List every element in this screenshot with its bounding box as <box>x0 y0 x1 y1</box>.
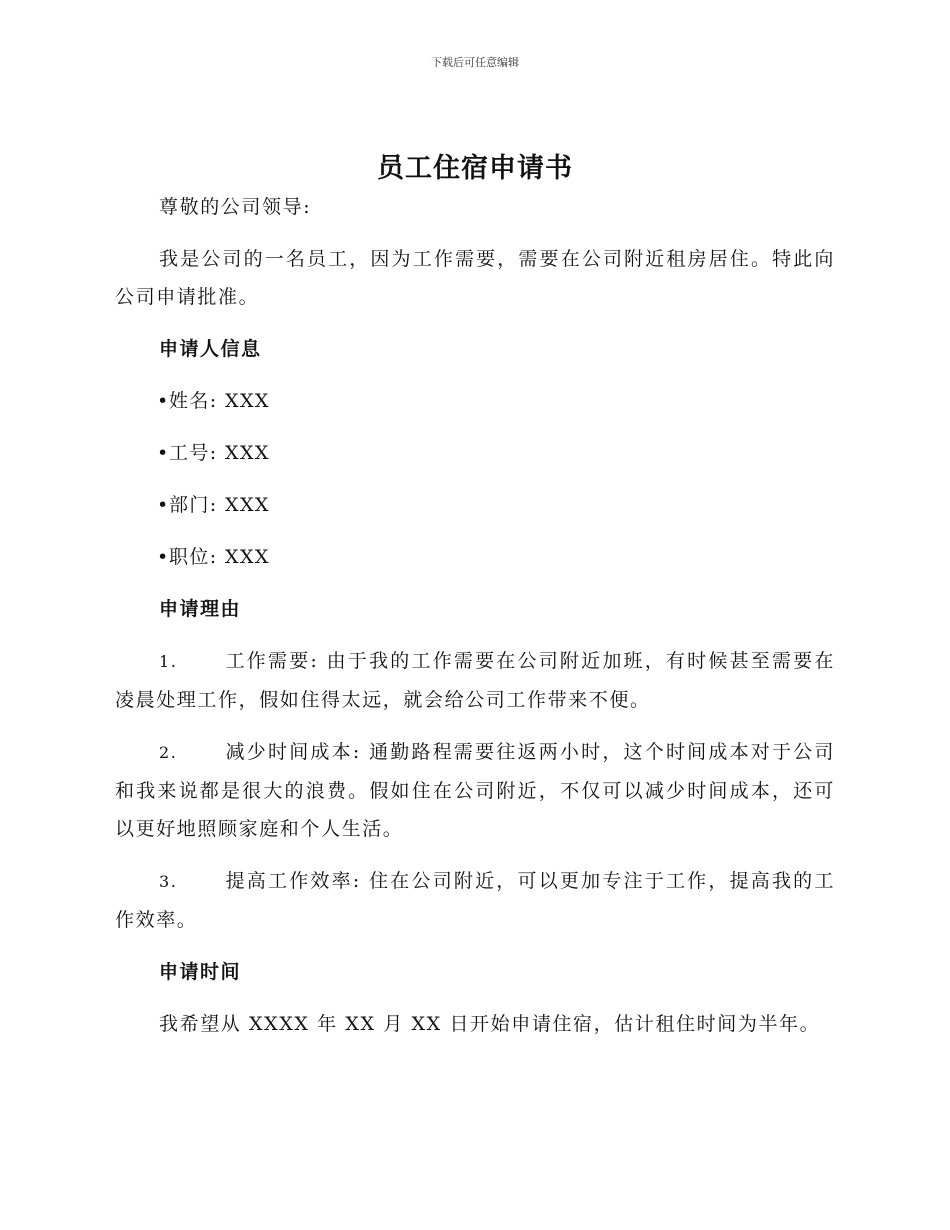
applicant-item-name <box>115 382 835 420</box>
reason-number: 1. <box>159 652 178 671</box>
reasons-heading: 申请理由 <box>159 598 242 620</box>
reason-number: 2. <box>159 743 178 762</box>
time-paragraph: 我希望从 XXXX 年 XX 月 XX 日开始申请住宿，估计租住时间为半年。 <box>159 1013 821 1035</box>
bullet-icon: • <box>157 494 170 516</box>
reason-text: 提高工作效率: 住在公司附近，可以更加专注于工作，提高我的工作效率。 <box>115 870 835 931</box>
bullet-icon: • <box>157 442 170 464</box>
applicant-item-text: 工号: XXX <box>169 442 270 464</box>
bullet-icon: • <box>157 546 170 568</box>
applicant-item-position <box>115 538 835 576</box>
reason-item-2 <box>115 733 835 848</box>
applicant-item-text: 姓名: XXX <box>169 390 270 412</box>
header-note: 下载后可任意编辑 <box>431 56 519 69</box>
applicant-item-text: 部门: XXX <box>169 494 270 516</box>
reason-item-3 <box>115 862 835 939</box>
reason-text: 减少时间成本: 通勤路程需要往返两小时，这个时间成本对于公司和我来说都是很大的浪费。假如住在公司附近，不仅可以减少时间成本，还可以更好地照顾家庭和个人生活。 <box>115 741 835 840</box>
applicant-item-department <box>115 486 835 524</box>
document-title: 员工住宿申请书 <box>377 153 573 184</box>
reason-number: 3. <box>159 872 178 891</box>
reason-text: 工作需要: 由于我的工作需要在公司附近加班，有时候甚至需要在凌晨处理工作，假如住得太远，就会给公司工作带来不便。 <box>115 650 835 711</box>
greeting: 尊敬的公司领导: <box>159 196 312 218</box>
reason-item-1 <box>115 642 835 719</box>
bullet-icon: • <box>157 390 170 412</box>
document-body <box>115 188 835 1057</box>
applicant-item-id <box>115 434 835 472</box>
applicant-heading: 申请人信息 <box>159 338 262 360</box>
applicant-item-text: 职位: XXX <box>169 546 270 568</box>
intro-paragraph: 我是公司的一名员工，因为工作需要，需要在公司附近租房居住。特此向公司申请批准。 <box>115 248 835 308</box>
time-heading: 申请时间 <box>159 961 242 983</box>
